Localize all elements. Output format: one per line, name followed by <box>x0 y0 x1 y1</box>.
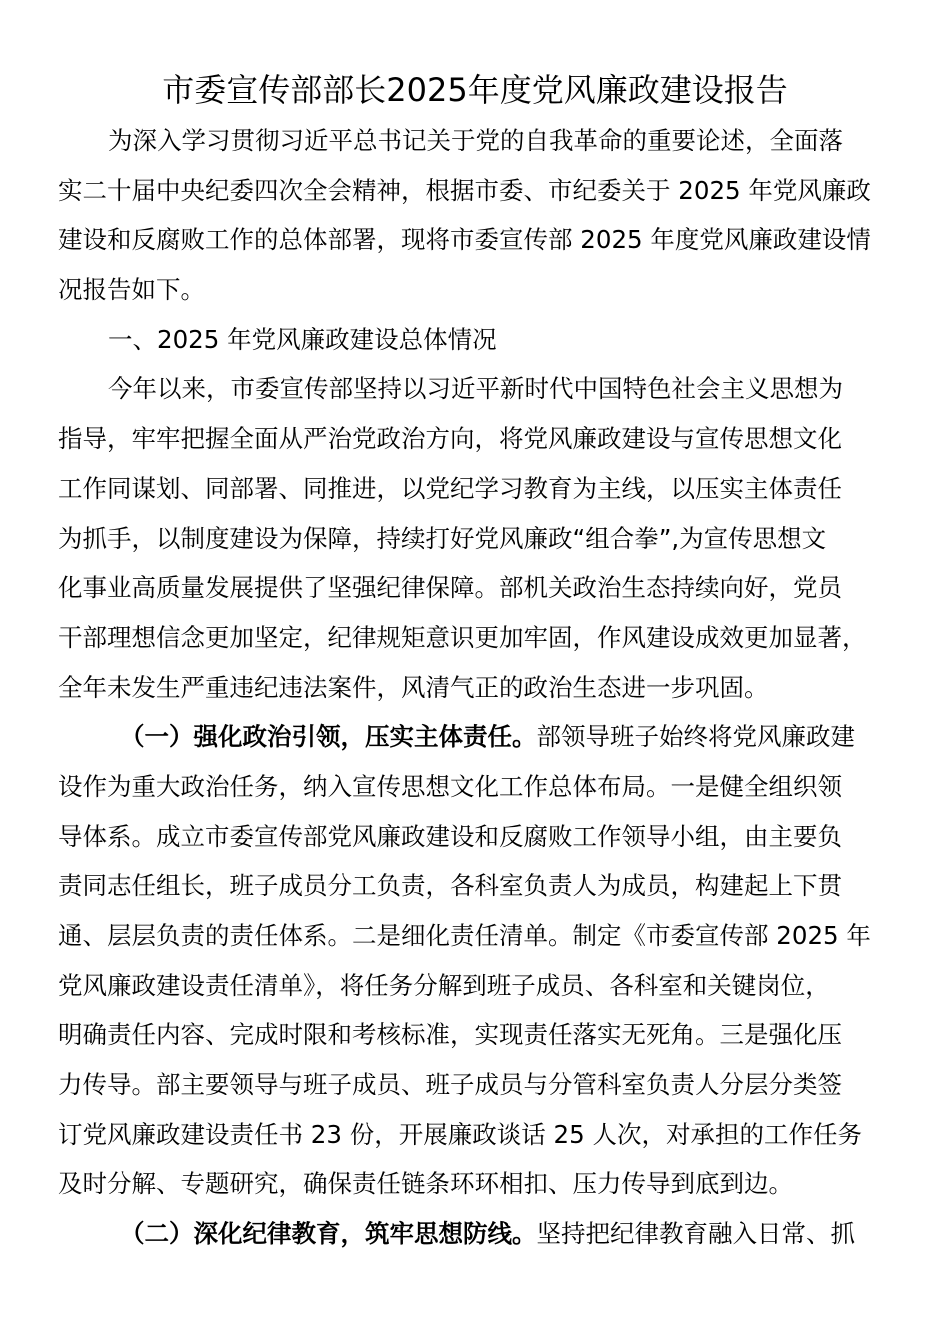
subsection-heading: （二）深化纪律教育，筑牢思想防线。 <box>120 1219 537 1249</box>
text-line: 责同志任组长，班子成员分工负责，各科室负责人为成员，构建起上下贯 <box>58 871 842 901</box>
text-line: 化事业高质量发展提供了坚强纪律保障。部机关政治生态持续向好，党员 <box>58 573 842 603</box>
text-span: 坚持把纪律教育融入日常、抓 <box>536 1219 855 1249</box>
text-line: 导体系。成立市委宣传部党风廉政建设和反腐败工作领导小组，由主要负 <box>58 821 842 851</box>
subsection2-paragraph <box>58 1209 890 1259</box>
text-line: 力传导。部主要领导与班子成员、班子成员与分管科室负责人分层分类签 <box>58 1070 842 1100</box>
document-title: 市委宣传部部长2025年度党风廉政建设报告 <box>162 71 788 109</box>
text-span: 部领导班子始终将党风廉政建 <box>536 722 855 752</box>
text-line: 设作为重大政治任务，纳入宣传思想文化工作总体布局。一是健全组织领 <box>58 771 842 801</box>
section-heading: 一、2025 年党风廉政建设总体情况 <box>108 324 497 354</box>
text-line: 工作同谋划、同部署、同推进，以党纪学习教育为主线，以压实主体责任 <box>58 473 842 503</box>
intro-paragraph <box>58 116 890 315</box>
subsection-heading: （一）强化政治引领，压实主体责任。 <box>120 722 537 752</box>
text-line: 明确责任内容、完成时限和考核标准，实现责任落实无死角。三是强化压 <box>58 1020 842 1050</box>
document-body <box>58 116 890 1259</box>
text-line: 订党风廉政建设责任书 23 份，开展廉政谈话 25 人次，对承担的工作任务 <box>58 1119 862 1149</box>
section1-paragraph <box>58 364 890 712</box>
text-line: 党风廉政建设责任清单》，将任务分解到班子成员、各科室和关键岗位， <box>58 970 830 1000</box>
text-line: 为抓手，以制度建设为保障，持续打好党风廉政“组合拳”,为宣传思想文 <box>58 523 827 553</box>
text-line: 建设和反腐败工作的总体部署，现将市委宣传部 2025 年度党风廉政建设情 <box>58 225 871 255</box>
text-line: 为深入学习贯彻习近平总书记关于党的自我革命的重要论述，全面落 <box>108 126 843 155</box>
text-line: 况报告如下。 <box>58 275 205 305</box>
text-line <box>58 1209 890 1259</box>
text-line <box>58 712 890 762</box>
text-line: 干部理想信念更加坚定，纪律规矩意识更加牢固，作风建设成效更加显著， <box>58 622 867 652</box>
text-line: 及时分解、专题研究，确保责任链条环环相扣、压力传导到底到边。 <box>58 1169 793 1199</box>
text-line: 指导，牢牢把握全面从严治党政治方向，将党风廉政建设与宣传思想文化 <box>58 424 842 454</box>
text-line: 通、层层负责的责任体系。二是细化责任清单。制定《市委宣传部 2025 年 <box>58 921 871 950</box>
text-line: 实二十届中央纪委四次全会精神，根据市委、市纪委关于 2025 年党风廉政 <box>58 175 871 205</box>
text-line: 全年未发生严重违纪违法案件，风清气正的政治生态进一步巩固。 <box>58 672 769 702</box>
text-line: 今年以来，市委宣传部坚持以习近平新时代中国特色社会主义思想为 <box>108 374 843 404</box>
subsection1-paragraph <box>58 712 890 1209</box>
